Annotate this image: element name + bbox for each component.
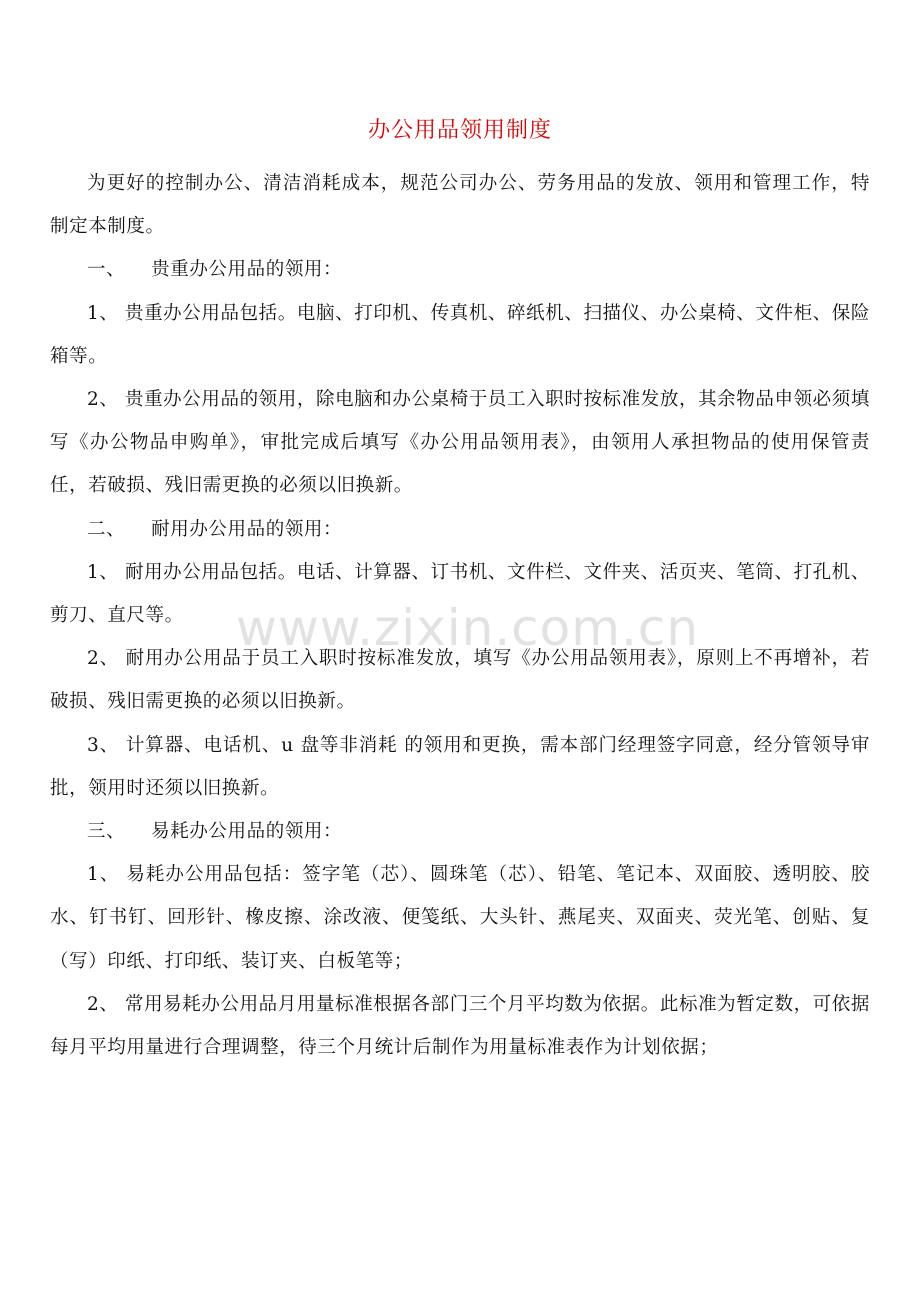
section-durable-item-3: 3、 计算器、电话机、u 盘等非消耗 的领用和更换，需本部门经理签字同意，经分管领导审批，领用时还须以旧换新。 [50,734,870,799]
document-title: 办公用品领用制度 [367,118,552,143]
document-body [50,162,870,1069]
section-durable-item-1: 1、 耐用办公用品包括。电话、计算器、订书机、文件栏、文件夹、活页夹、笔筒、打孔机、剪刀、直尺等。 [50,561,870,627]
section-valuable-item-1: 1、 贵重办公用品包括。电脑、打印机、传真机、碎纸机、扫描仪、办公桌椅、文件柜、保险箱等。 [50,302,870,367]
section-durable-item-2: 2、 耐用办公用品于员工入职时按标准发放，填写《办公用品领用表》，原则上不再增补，若破损、残旧需更换的必须以旧换新。 [50,648,870,713]
section-consumable-item-1: 1、 易耗办公用品包括：签字笔（芯）、圆珠笔（芯）、铅笔、笔记本、双面胶、透明胶、胶水、钉书钉、回形针、橡皮擦、涂改液、便笺纸、大头针、燕尾夹、双面夹、荧光笔、创贴、复（写）印纸、打印纸、装订夹、白板笔等； [50,864,870,972]
section-consumable-item-2: 2、 常用易耗办公用品月用量标准根据各部门三个月平均数为依据。此标准为暂定数，可依据每月平均用量进行合理调整，待三个月统计后制作为用量标准表作为计划依据； [50,993,870,1059]
watermark: www.zixin.com.cn [236,599,700,657]
intro-paragraph: 为更好的控制办公、清洁消耗成本，规范公司办公、劳务用品的发放、领用和管理工作，特制定本制度。 [50,173,870,238]
section-heading-valuable: 一、 贵重办公用品的领用： [87,259,343,281]
section-valuable-item-2: 2、 贵重办公用品的领用，除电脑和办公桌椅于员工入职时按标准发放，其余物品申领必须填写《办公物品申购单》，审批完成后填写《办公用品领用表》，由领用人承担物品的使用保管责任，若破损、残旧需更换的必须以旧换新。 [50,389,870,497]
section-heading-durable: 二、 耐用办公用品的领用： [87,518,343,540]
section-heading-consumable: 三、 易耗办公用品的领用： [87,821,343,843]
